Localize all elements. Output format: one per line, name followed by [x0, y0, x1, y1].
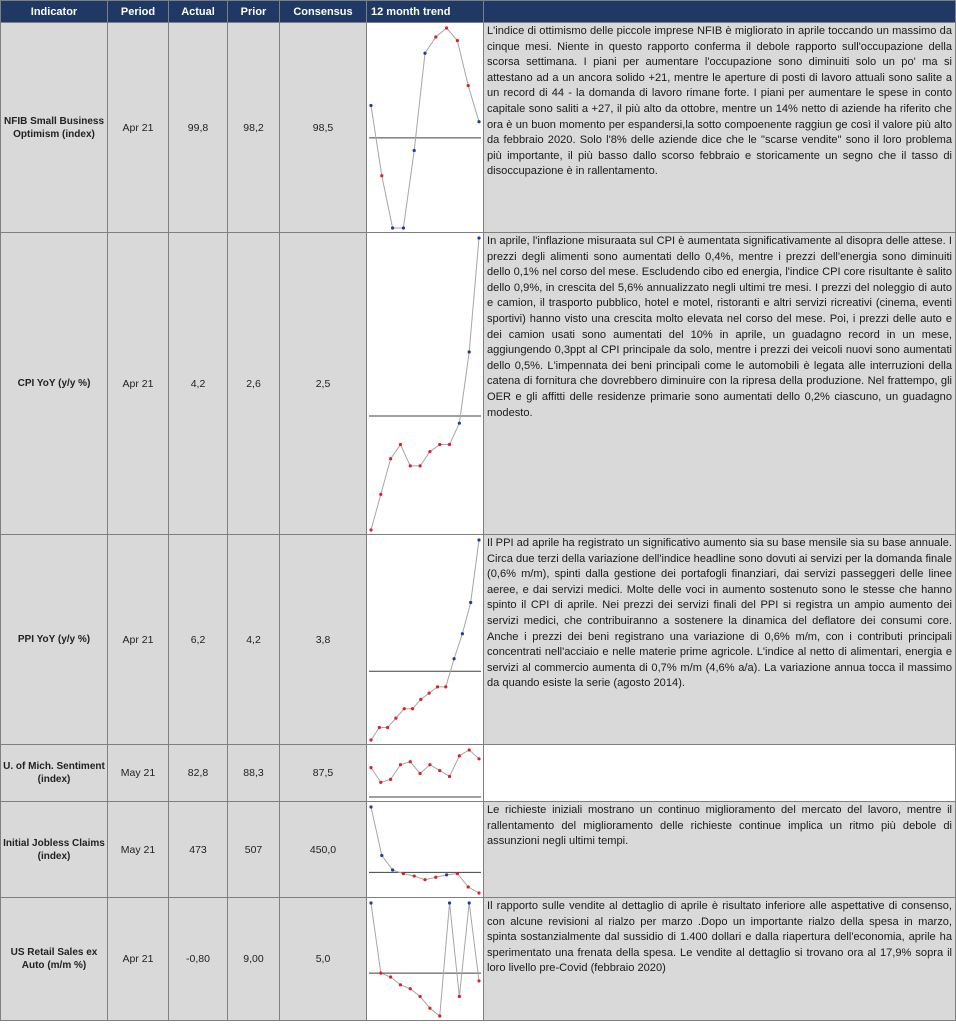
trend-cell: [367, 535, 484, 745]
period-cell: Apr 21: [108, 23, 169, 233]
trend-line: [371, 750, 479, 782]
period-cell: May 21: [108, 745, 169, 802]
consensus-cell: 5,0: [280, 898, 367, 1021]
indicator-name: US Retail Sales ex Auto (m/m %): [1, 898, 108, 1021]
trend-point: [419, 697, 422, 700]
trend-point: [423, 51, 426, 54]
trend-point: [436, 685, 439, 688]
trend-point: [467, 84, 470, 87]
trend-line: [371, 238, 479, 530]
trend-line: [371, 28, 479, 228]
trend-point: [448, 901, 451, 904]
trend-point: [418, 771, 421, 774]
prior-cell: 4,2: [228, 535, 280, 745]
trend-point: [413, 148, 416, 151]
consensus-cell: 3,8: [280, 535, 367, 745]
consensus-cell: 450,0: [280, 802, 367, 898]
actual-cell: 473: [169, 802, 228, 898]
trend-point: [399, 763, 402, 766]
period-cell: Apr 21: [108, 233, 169, 535]
trend-point: [411, 707, 414, 710]
trend-point: [413, 874, 416, 877]
trend-point: [448, 774, 451, 777]
actual-cell: 6,2: [169, 535, 228, 745]
comment-cell: Il PPI ad aprile ha registrato un significativo aumento sia su base mensile sia su base annuale. Circa due terzi della variazione dell'indice headline sono dovuti ai servizi per la domanda finale (0,6% m/m), spinti dalla gestione dei portafogli finanziari, dai servizi passeggeri delle linee aeree, e dai servizi medici. Molte delle voci in aumento sostenuto sono le stesse che hanno spinto il CPI di aprile. Nei prezzi dei servizi finali del PPI si registra un ampio aumento dei servizi medici, che contribuiranno a sostenere la dinamica del deflatore dei consumi core. Anche i prezzi dei beni registrano una variazione di 0,6% m/m, con i contributi principali concentrati nell'acciaio e nelle materie prime agricole. L'indice al netto di alimentari, energia e servizi al commercio aumenta di 0,7% m/m (4,6% a/a). La variazione annua tocca il massimo da quando esiste la serie (agosto 2014).: [484, 535, 956, 745]
trend-point: [477, 236, 480, 239]
trend-point: [369, 766, 372, 769]
trend-point: [438, 442, 441, 445]
period-cell: Apr 21: [108, 535, 169, 745]
sparkline-chart: [367, 234, 483, 534]
trend-point: [386, 725, 389, 728]
indicator-name: Initial Jobless Claims (index): [1, 802, 108, 898]
trend-point: [409, 464, 412, 467]
prior-cell: 9,00: [228, 898, 280, 1021]
header-trend: 12 month trend: [367, 1, 484, 23]
table-row: [1, 745, 956, 802]
trend-point: [379, 492, 382, 495]
trend-point: [391, 226, 394, 229]
trend-point: [458, 994, 461, 997]
trend-point: [444, 685, 447, 688]
trend-point: [394, 716, 397, 719]
trend-point: [379, 971, 382, 974]
trend-point: [389, 777, 392, 780]
trend-point: [369, 901, 372, 904]
period-cell: Apr 21: [108, 898, 169, 1021]
trend-point: [458, 754, 461, 757]
actual-cell: -0,80: [169, 898, 228, 1021]
table-row: [1, 23, 956, 233]
header-row: [1, 1, 956, 23]
trend-point: [452, 657, 455, 660]
period-cell: May 21: [108, 802, 169, 898]
header-comment: [484, 1, 956, 23]
trend-point: [399, 442, 402, 445]
trend-point: [399, 983, 402, 986]
comment-cell: Le richieste iniziali mostrano un continuo miglioramento del mercato del lavoro, mentre il rallentamento del miglioramento delle richieste continue implica un ritmo più debole di assunzioni negli ultimi tempi.: [484, 802, 956, 898]
trend-point: [468, 350, 471, 353]
table-row: [1, 535, 956, 745]
sparkline-chart: [367, 803, 483, 897]
trend-point: [409, 760, 412, 763]
table-row: [1, 802, 956, 898]
table-row: [1, 898, 956, 1021]
trend-point: [378, 725, 381, 728]
prior-cell: 88,3: [228, 745, 280, 802]
trend-point: [477, 120, 480, 123]
trend-point: [477, 891, 480, 894]
trend-point: [423, 878, 426, 881]
consensus-cell: 98,5: [280, 23, 367, 233]
sparkline-chart: [367, 746, 483, 801]
trend-point: [379, 780, 382, 783]
trend-point: [380, 853, 383, 856]
consensus-cell: 2,5: [280, 233, 367, 535]
trend-point: [438, 768, 441, 771]
sparkline-chart: [367, 536, 483, 744]
trend-point: [428, 450, 431, 453]
prior-cell: 507: [228, 802, 280, 898]
trend-point: [428, 763, 431, 766]
trend-cell: [367, 23, 484, 233]
trend-point: [477, 757, 480, 760]
consensus-cell: 87,5: [280, 745, 367, 802]
trend-point: [469, 600, 472, 603]
trend-point: [467, 885, 470, 888]
comment-cell: [484, 745, 956, 802]
indicator-name: PPI YoY (y/y %): [1, 535, 108, 745]
trend-point: [428, 691, 431, 694]
indicator-name: U. of Mich. Sentiment (index): [1, 745, 108, 802]
trend-point: [477, 538, 480, 541]
trend-point: [380, 174, 383, 177]
trend-point: [445, 873, 448, 876]
trend-point: [369, 103, 372, 106]
trend-point: [418, 994, 421, 997]
trend-point: [468, 901, 471, 904]
trend-point: [402, 872, 405, 875]
header-prior: Prior: [228, 1, 280, 23]
sparkline-chart: [367, 24, 483, 232]
actual-cell: 4,2: [169, 233, 228, 535]
actual-cell: 99,8: [169, 23, 228, 233]
trend-point: [369, 805, 372, 808]
sparkline-chart: [367, 899, 483, 1020]
indicator-name: NFIB Small Business Optimism (index): [1, 23, 108, 233]
trend-point: [369, 738, 372, 741]
header-consensus: Consensus: [280, 1, 367, 23]
trend-point: [369, 528, 372, 531]
trend-point: [448, 442, 451, 445]
comment-cell: L'indice di ottimismo delle piccole imprese NFIB è migliorato in aprile toccando un massimo da cinque mesi. Niente in questo rapporto conferma il debole rapporto sull'occupazione della scorsa settimana. I piani per aumentare l'occupazione sono diminuiti solo un po' ma si attestano ad a un ancora solido +21, mentre le aperture di posti di lavoro attuali sono salite a un record di 44 - la domanda di lavoro rimane forte. I piani per aumentare le spese in conto capitale sono saliti a +27, il più alto da ottobre, mentre un 14% netto di aziende ha riferito che ora è un buon momento per espandersi,la sotto compoenente raggiun ge così il valore più alto da febbraio 2020. Solo l'8% delle aziende dice che le "scarse vendite" sono il loro problema più importante, il più basso dallo scorso febbraio e storicamente un segno che il tasso di disoccupazione è in rallentamento.: [484, 23, 956, 233]
trend-point: [468, 748, 471, 751]
trend-point: [389, 457, 392, 460]
trend-cell: [367, 898, 484, 1021]
trend-point: [456, 872, 459, 875]
trend-point: [409, 987, 412, 990]
trend-point: [477, 979, 480, 982]
prior-cell: 98,2: [228, 23, 280, 233]
trend-point: [458, 421, 461, 424]
trend-point: [434, 35, 437, 38]
comment-cell: In aprile, l'inflazione misuraata sul CPI è aumentata significativamente al disopra delle attese. I prezzi degli alimenti sono aumentati dello 0,4%, mentre i prezzi dell'energia sono diminuiti dello 0,1% nel corso del mese. Escludendo cibo ed energia, l'indice CPI core risultante è salito dello 0,9%, in crescita del 5,6% annualizzato negli ultimi tre mesi. I prezzi del noleggio di auto e camion, il trasporto pubblico, hotel e motel, ristoranti e altri servizi ricreativi (cinema, eventi sportivi) hanno visto una crescita molto elevata nel corso del mese. Poi, i prezzi delle auto e dei camion usati sono aumentati del 10% in aprile, un guadagno record in un mese, aggiungendo 0,3ppt al CPI principale da solo, mentre i prezzi dei veicoli nuovi sono aumentati dello 0,5%. L'impennata dei beni principali come le automobili è legata alle interruzioni della catena di fornitura che dovrebbero diminuire con la ripresa della produzione. Nel frattempo, gli OER e gli affitti delle residenze primarie sono aumentati dello 0,2% ciascuno, un guadagno modesto.: [484, 233, 956, 535]
comment-cell: Il rapporto sulle vendite al dettaglio di aprile è risultato inferiore alle aspettative di consenso, con alcune revisioni al rialzo per marzo .Dopo un importante rialzo della spesa in marzo, spinta sostanzialmente dal sussidio di 1.400 dollari e dalla riapertura dell'economia, aprile ha sperimentato una frenata della spesa. Le vendite al dettaglio si trovano ora al 17,9% sopra il loro livello pre-Covid (febbraio 2020): [484, 898, 956, 1021]
actual-cell: 82,8: [169, 745, 228, 802]
trend-point: [418, 464, 421, 467]
trend-cell: [367, 745, 484, 802]
trend-point: [438, 1014, 441, 1017]
header-indicator: Indicator: [1, 1, 108, 23]
trend-cell: [367, 802, 484, 898]
trend-point: [445, 26, 448, 29]
table-row: [1, 233, 956, 535]
header-actual: Actual: [169, 1, 228, 23]
trend-point: [391, 868, 394, 871]
trend-point: [456, 39, 459, 42]
trend-point: [428, 1006, 431, 1009]
trend-point: [403, 707, 406, 710]
trend-point: [389, 975, 392, 978]
trend-point: [402, 226, 405, 229]
trend-point: [434, 875, 437, 878]
trend-line: [371, 540, 479, 740]
trend-cell: [367, 233, 484, 535]
header-period: Period: [108, 1, 169, 23]
trend-line: [371, 903, 479, 1016]
prior-cell: 2,6: [228, 233, 280, 535]
indicator-name: CPI YoY (y/y %): [1, 233, 108, 535]
trend-point: [461, 632, 464, 635]
